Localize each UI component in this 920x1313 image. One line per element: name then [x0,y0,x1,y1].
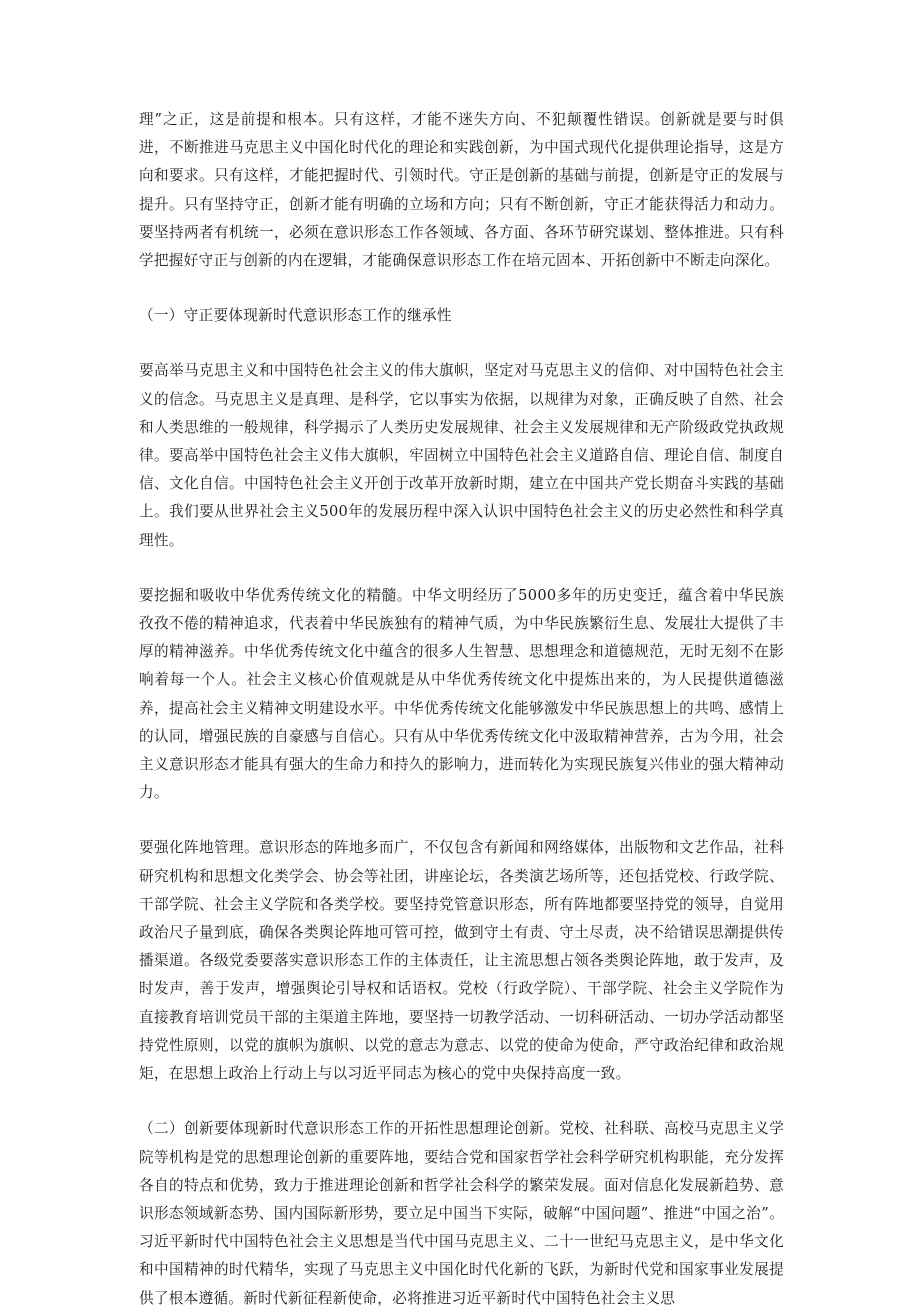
paragraph-front-management: 要强化阵地管理。意识形态的阵地多而广，不仅包含有新闻和网络媒体，出版物和文艺作品，社科研究机构和思想文化类学会、协会等社团，讲座论坛，各类演艺场所等，还包括党校、行政学院、干部学院、社会主义学院和各类学校。要坚持党管意识形态，所有阵地都要坚持党的领导，自觉用政治尺子量到底，确保各类舆论阵地可管可控，做到守土有责、守土尽责，决不给错误思潮提供传播渠道。各级党委要落实意识形态工作的主体责任，让主流思想占领各类舆论阵地，敢于发声，及时发声，善于发声，增强舆论引导权和话语权。党校（行政学院）、干部学院、社会主义学院作为直接教育培训党员干部的主渠道主阵地，要坚持一切教学活动、一切科研活动、一切办学活动都坚持党性原则，以党的旗帜为旗帜、以党的意志为意志、以党的使命为使命，严守政治纪律和政治规矩，在思想上政治上行动上与以习近平同志为核心的党中央保持高度一致。 [139,839,784,1083]
paragraph-gap [139,807,784,834]
paragraph-gap [139,275,784,302]
paragraph-gap [139,1088,784,1115]
paragraph-gap [139,330,784,357]
paragraph-traditional-culture: 要挖掘和吸收中华优秀传统文化的精髓。中华文明经历了5000多年的历史变迁，蕴含着中华民族孜孜不倦的精神追求，代表着中华民族独有的精神气质，为中华民族繁衍生息、发展壮大提供了丰厚的精神滋养。中华优秀传统文化中蕴含的很多人生智慧、思想理念和道德规范，无时无刻不在影响着每一个人。社会主义核心价值观就是从中华优秀传统文化中提炼出来的，为人民提供道德滋养，提高社会主义精神文明建设水平。中华优秀传统文化能够激发中华民族思想上的共鸣、感情上的认同，增强民族的自豪感与自信心。只有从中华优秀传统文化中汲取精神营养，古为今用，社会主义意识形态才能具有强大的生命力和持久的影响力，进而转化为实现民族复兴伟业的强大精神动力。 [139,586,784,802]
paragraph-gap [139,555,784,582]
document-page [139,106,784,1313]
paragraph-innovation: （二）创新要体现新时代意识形态工作的开拓性思想理论创新。党校、社科联、高校马克思主义学院等机构是党的思想理论创新的重要阵地，要结合党和国家哲学社会科学研究机构职能，充分发挥各自的特点和优势，致力于推进理论创新和哲学社会科学的繁荣发展。面对信息化发展新趋势、意识形态领域新态势、国内国际新形势，要立足中国当下实际，破解“中国问题”、推进“中国之治”。习近平新时代中国特色社会主义思想是当代中国马克思主义、二十一世纪马克思主义，是中华文化和中国精神的时代精华，实现了马克思主义中国化时代化新的飞跃，为新时代党和国家事业发展提供了根本遵循。新时代新征程新使命，必将推进习近平新时代中国特色社会主义思 [139,1120,784,1307]
paragraph-marxism: 要高举马克思主义和中国特色社会主义的伟大旗帜，坚定对马克思主义的信仰、对中国特色社会主义的信念。马克思主义是真理、是科学，它以事实为依据，以规律为对象，正确反映了自然、社会和人类思维的一般规律，科学揭示了人类历史发展规律、社会主义发展规律和无产阶级政党执政规律。要高举中国特色社会主义伟大旗帜，牢固树立中国特色社会主义道路自信、理论自信、制度自信、文化自信。中国特色社会主义开创于改革开放新时期，建立在中国共产党长期奋斗实践的基础上。我们要从世界社会主义500年的发展历程中深入认识中国特色社会主义的历史必然性和科学真理性。 [139,362,784,549]
section-heading-1: （一）守正要体现新时代意识形态工作的继承性 [139,307,452,325]
paragraph-intro: 理”之正，这是前提和根本。只有这样，才能不迷失方向、不犯颠覆性错误。创新就是要与时俱进，不断推进马克思主义中国化时代化的理论和实践创新，为中国式现代化提供理论指导，这是方向和要求。只有这样，才能把握时代、引领时代。守正是创新的基础与前提，创新是守正的发展与提升。只有坚持守正，创新才能有明确的立场和方向；只有不断创新，守正才能获得活力和动力。要坚持两者有机统一，必须在意识形态工作各领域、各方面、各环节研究谋划、整体推进。只有科学把握好守正与创新的内在逻辑，才能确保意识形态工作在培元固本、开拓创新中不断走向深化。 [139,111,784,270]
